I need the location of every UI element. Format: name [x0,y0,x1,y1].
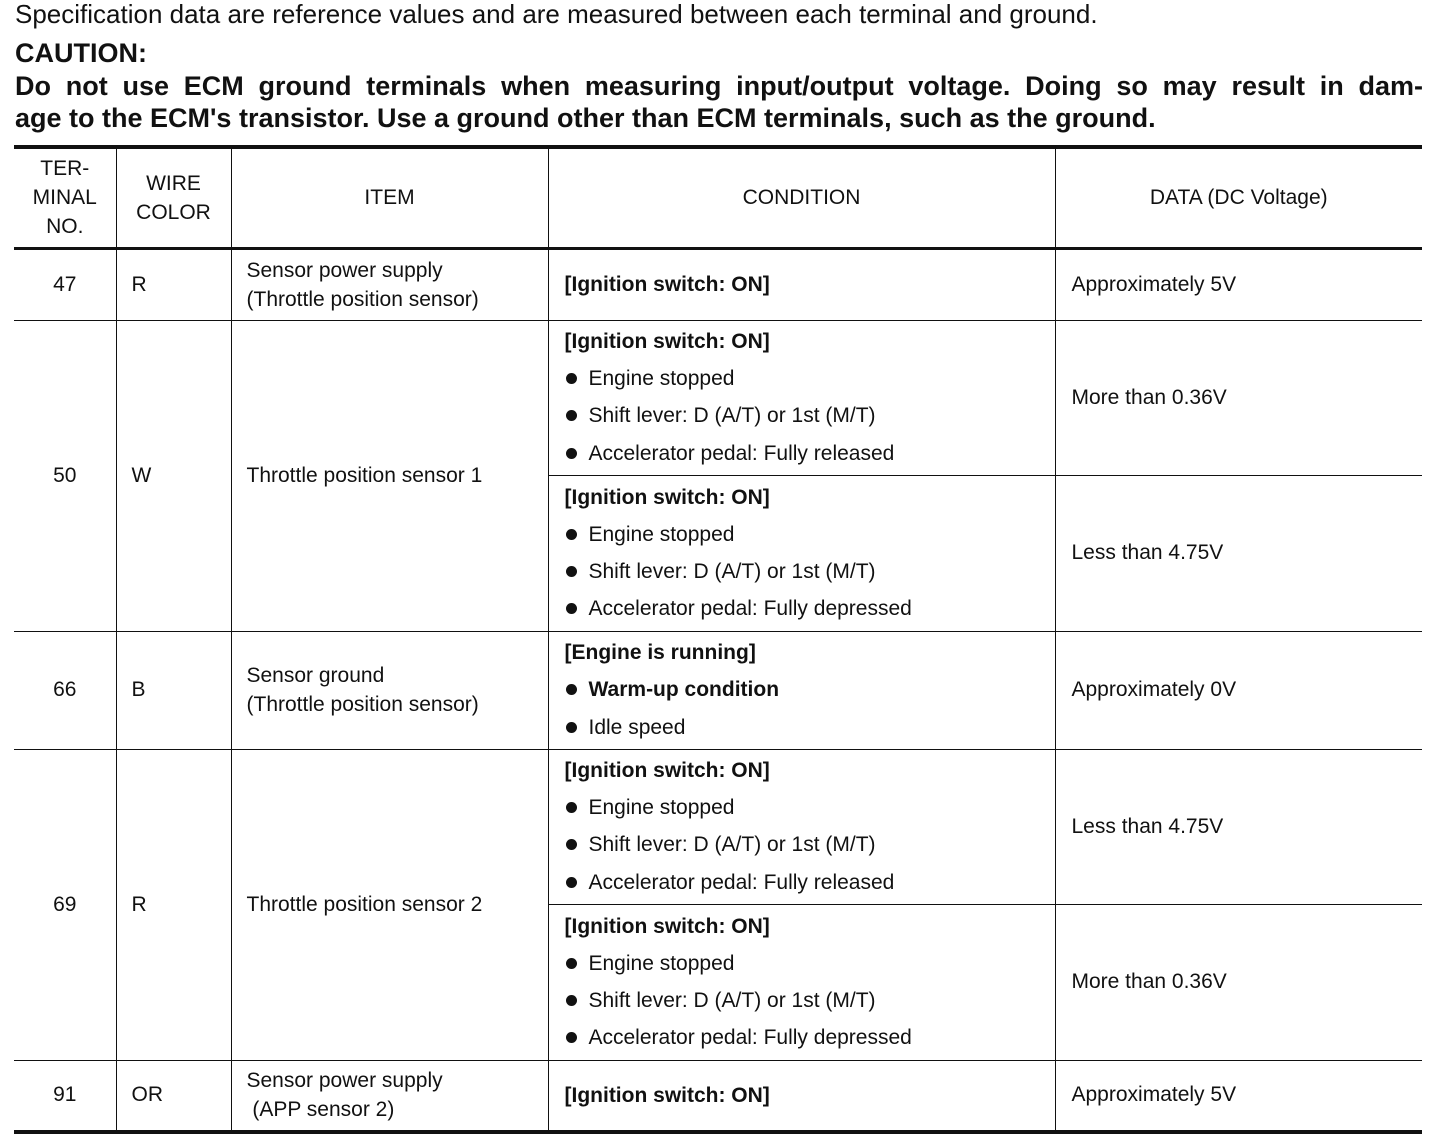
item-line: Throttle position sensor 1 [246,464,483,487]
terminal-spec-table [14,145,1422,1134]
terminal-no: 69 [14,749,116,1060]
data-value: More than 0.36V [1055,904,1422,1060]
terminal-no: 91 [14,1060,116,1132]
condition-title: [Ignition switch: ON] [564,914,770,938]
data-value: More than 0.36V [1055,320,1422,475]
table-row [14,1060,1422,1132]
item-line: Sensor ground [246,664,385,687]
wire-color: W [116,320,231,631]
condition-bullet: Warm-up condition [565,671,1055,708]
caution-title: CAUTION: [15,38,147,68]
caution-line-1: Do not use ECM ground terminals when measuring input/output voltage. Doing so may result in dam- [15,71,1423,101]
condition-bullet: Accelerator pedal: Fully released [565,864,1055,901]
wire-color: R [116,749,231,1060]
header-condition: CONDITION [548,147,1055,248]
item-line: Sensor power supply [246,258,443,282]
intro-text: Specification data are reference values and are measured between each terminal and ground. [15,0,1098,29]
condition-list [565,516,1055,628]
wire-color: B [116,631,231,749]
condition-bullet: Accelerator pedal: Fully released [565,435,1055,472]
header-terminal-l2: MINAL [32,186,97,210]
condition-bullet: Engine stopped [565,945,1055,982]
header-wire-l1: WIRE [146,171,201,195]
condition-list [565,671,1055,746]
data-value: Less than 4.75V [1055,749,1422,904]
condition-cell [548,1060,1055,1132]
table-row [14,248,1422,320]
item-line: (APP sensor 2) [246,1098,395,1122]
condition-bullet: Accelerator pedal: Fully depressed [565,1019,1055,1056]
condition-title: [Ignition switch: ON] [564,330,770,354]
condition-title: [Ignition switch: ON] [564,1083,770,1107]
item-cell [231,1060,548,1132]
table-row [14,320,1422,475]
data-value: Less than 4.75V [1055,475,1422,631]
terminal-no: 47 [14,248,116,320]
item-line: Throttle position sensor 2 [246,893,483,916]
condition-list [565,945,1055,1057]
condition-bullet: Idle speed [565,709,1055,746]
item-line: (Throttle position sensor) [246,693,479,716]
table-header-row [14,147,1422,248]
item-line: Sensor power supply [246,1069,443,1093]
condition-cell [548,904,1055,1060]
condition-bullet: Shift lever: D (A/T) or 1st (M/T) [565,982,1055,1019]
condition-cell [548,631,1055,749]
header-terminal-no [14,147,116,248]
caution-text [15,70,1423,134]
item-cell [231,631,548,749]
data-value: Approximately 5V [1055,248,1422,320]
condition-title: [Ignition switch: ON] [564,759,770,783]
condition-title: [Ignition switch: ON] [564,273,770,296]
caution-line-2: age to the ECM's transistor. Use a ground other than ECM terminals, such as the ground. [15,103,1156,133]
condition-bullet: Shift lever: D (A/T) or 1st (M/T) [565,397,1055,434]
condition-cell [548,475,1055,631]
condition-bullet: Engine stopped [565,516,1055,553]
condition-list [565,789,1055,901]
condition-bullet: Engine stopped [565,789,1055,826]
terminal-no: 50 [14,320,116,631]
wire-color: OR [116,1060,231,1132]
table-row [14,749,1422,904]
condition-title: [Engine is running] [564,641,756,665]
condition-bullet: Shift lever: D (A/T) or 1st (M/T) [565,553,1055,590]
condition-list [565,360,1055,472]
condition-title: [Ignition switch: ON] [564,485,770,509]
condition-cell [548,248,1055,320]
header-data: DATA (DC Voltage) [1055,147,1422,248]
header-terminal-l1: TER- [40,157,90,181]
item-line: (Throttle position sensor) [246,287,479,311]
data-value: Approximately 0V [1055,631,1422,749]
condition-bullet: Accelerator pedal: Fully depressed [565,590,1055,627]
item-cell [231,248,548,320]
terminal-no: 66 [14,631,116,749]
condition-cell [548,749,1055,904]
table-row [14,631,1422,749]
condition-bullet: Shift lever: D (A/T) or 1st (M/T) [565,826,1055,863]
item-cell [231,749,548,1060]
condition-cell [548,320,1055,475]
wire-color: R [116,248,231,320]
data-value: Approximately 5V [1055,1060,1422,1132]
header-terminal-l3: NO. [46,215,84,239]
header-item: ITEM [231,147,548,248]
item-cell [231,320,548,631]
header-wire-l2: COLOR [136,200,211,224]
condition-bullet: Engine stopped [565,360,1055,397]
header-wire-color [116,147,231,248]
